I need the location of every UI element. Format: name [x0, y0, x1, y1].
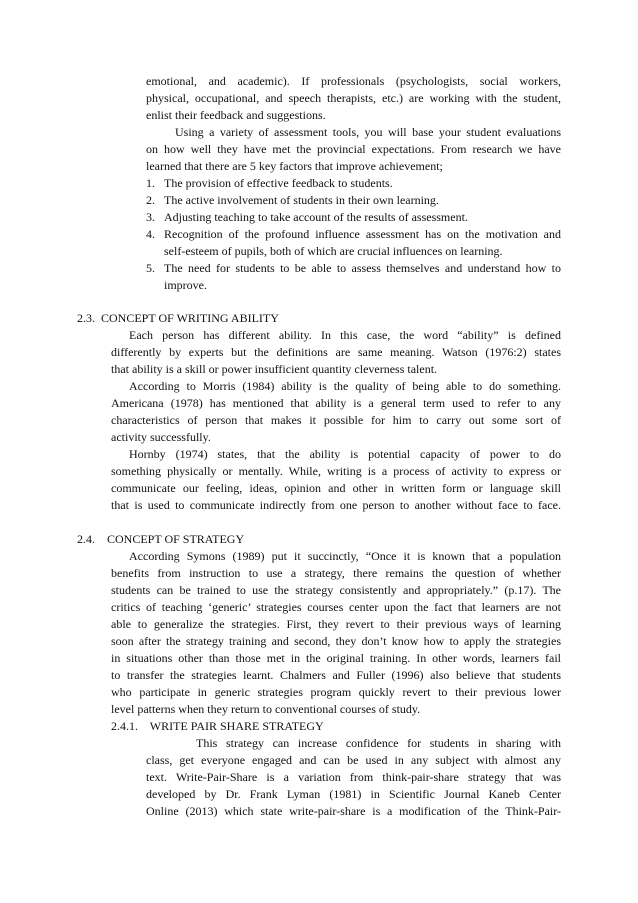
paragraph-line: activity successfully.	[111, 430, 211, 444]
paragraph-line: communicate our feeling, ideas, opinion and other in written form or language skill	[111, 481, 561, 495]
paragraph-line: This strategy can increase confidence for students in sharing with	[196, 736, 561, 750]
paragraph-line: According Symons (1989) put it succinctly, “Once it is known that a population	[129, 549, 561, 563]
paragraph-line: Each person has different ability. In this case, the word “ability” is defined	[129, 328, 561, 342]
paragraph-line: class, get everyone engaged and can be used in any subject with almost any	[146, 753, 561, 767]
paragraph-line: critics of teaching ‘generic’ strategies courses center upon the fact that learners are not	[111, 600, 561, 614]
paragraph-line: benefits from instruction to use a strategy, there remains the question of whether	[111, 566, 561, 580]
paragraph-line: physical, occupational, and speech therapists, etc.) are working with the student,	[146, 91, 561, 105]
paragraph-line: to transfer the strategies learnt. Chalmers and Fuller (1996) also believe that students	[111, 668, 561, 682]
paragraph-line: Online (2013) which state write-pair-share is a modification of the Think-Pair-	[146, 804, 561, 818]
paragraph-line: that ability is a skill or power insufficient quantity cleverness talent.	[111, 362, 438, 376]
paragraph-line: learned that there are 5 key factors that improve achievement;	[146, 159, 443, 173]
paragraph-line: level patterns when they return to conventional courses of study.	[111, 702, 421, 716]
paragraph-line: Hornby (1974) states, that the ability is potential capacity of power to do	[129, 447, 561, 461]
list-item-number: 2.	[146, 193, 155, 207]
list-item-number: 3.	[146, 210, 155, 224]
list-item: The active involvement of students in their own learning.	[164, 193, 439, 207]
paragraph-line: something physically or mentally. While, writing is a process of activity to express or	[111, 464, 561, 478]
paragraph-line: According to Morris (1984) ability is the quality of being able to do something.	[129, 379, 561, 393]
paragraph-line: in situations other than those met in the original training. In other words, learners fail	[111, 651, 561, 665]
section-heading: 2.3. CONCEPT OF WRITING ABILITY	[77, 311, 279, 325]
paragraph-line: text. Write-Pair-Share is a variation from think-pair-share strategy that was	[146, 770, 561, 784]
paragraph-line: developed by Dr. Frank Lyman (1981) in Scientific Journal Kaneb Center	[146, 787, 561, 801]
paragraph-line: emotional, and academic). If professionals (psychologists, social workers,	[146, 74, 561, 88]
paragraph-line: Americana (1978) has mentioned that ability is a general term used to refer to any	[111, 396, 561, 410]
paragraph-line: on how well they have met the provincial expectations. From research we have	[146, 142, 561, 156]
paragraph-line: that is used to communicate indirectly from one person to another without face to face.	[111, 498, 561, 512]
list-item: The need for students to be able to assess themselves and understand how to	[164, 261, 561, 275]
list-item-number: 5.	[146, 261, 155, 275]
paragraph-line: able to generalize the strategies. First, they revert to their previous ways of learning	[111, 617, 561, 631]
paragraph-line: enlist their feedback and suggestions.	[146, 108, 326, 122]
list-item-continuation: self-esteem of pupils, both of which are crucial influences on learning.	[164, 244, 503, 258]
paragraph-line: students can be trained to use the strategy consistently and appropriately.” (p.17). The	[111, 583, 561, 597]
list-item: Adjusting teaching to take account of the results of assessment.	[164, 210, 468, 224]
section-heading: 2.4. CONCEPT OF STRATEGY	[77, 532, 245, 546]
list-item-number: 1.	[146, 176, 155, 190]
paragraph-line: characteristics of person that makes it possible for him to carry out some sort of	[111, 413, 561, 427]
list-item: Recognition of the profound influence assessment has on the motivation and	[164, 227, 561, 241]
list-item: The provision of effective feedback to students.	[164, 176, 393, 190]
paragraph-line: differently by experts but the definitions are same meaning. Watson (1976:2) states	[111, 345, 561, 359]
paragraph-line: soon after the strategy training and second, they don’t know how to apply the strategies	[111, 634, 561, 648]
subsection-heading: 2.4.1. WRITE PAIR SHARE STRATEGY	[111, 719, 324, 733]
paragraph-line: who participate in generic strategies program quickly revert to their previous lower	[111, 685, 561, 699]
list-item-number: 4.	[146, 227, 155, 241]
list-item-continuation: improve.	[164, 278, 207, 292]
paragraph-line: Using a variety of assessment tools, you will base your student evaluations	[175, 125, 561, 139]
